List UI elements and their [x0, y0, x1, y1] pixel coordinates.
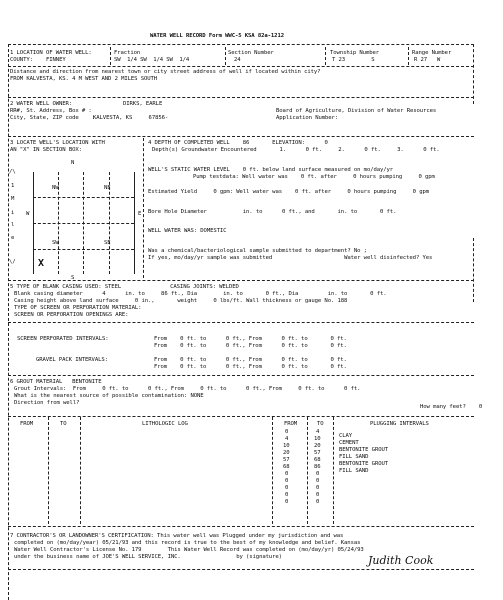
plug-to-cell: 0: [316, 485, 320, 491]
range-label: Range Number: [412, 50, 452, 56]
screen-open-line: SCREEN OR PERFORATION OPENINGS ARE:: [14, 312, 129, 318]
how-many-feet: How many feet? 0: [420, 404, 483, 410]
rule-locate-right: [143, 138, 144, 278]
plug-to-cell: 86: [314, 464, 321, 470]
x-mark: X: [38, 258, 44, 269]
rule-section-number: [225, 47, 226, 65]
city-value: KALVESTA, KS 67856-: [93, 115, 169, 121]
rule-range: [408, 47, 409, 65]
casing-diameter-line: Blank casing diameter 4 in. to 86 ft., Dia in. to 0 ft., Dia in. to 0 ft.: [14, 291, 387, 297]
casing-height-line: Casing height above land surface 0 in., weight 0 lbs/ft. Wall thickness or gauge No. 188: [14, 298, 348, 304]
signature: Judith Cook: [368, 554, 434, 567]
plug-from-cell: 20: [283, 450, 290, 456]
fraction-value: SW 1/4 SW 1/4 SW 1/4: [114, 57, 190, 63]
log-col-1: [48, 417, 49, 524]
lithologic-label: LITHOLOGIC LOG: [142, 421, 188, 427]
rule-right-1: [473, 44, 474, 104]
rule-top: [8, 44, 474, 45]
location-section-label: 1 LOCATION OF WATER WELL:: [10, 50, 92, 56]
owner-label: 2 WATER WELL OWNER:: [10, 101, 73, 107]
plug-to-cell: 68: [314, 457, 321, 463]
plug-from-cell: 68: [283, 464, 290, 470]
rule-bottom: [8, 569, 474, 570]
plug-to-cell: 0: [316, 471, 320, 477]
bore-line: Bore Hole Diameter in. to 0 ft., and in. to 0 ft.: [148, 209, 397, 215]
groundwater-line: Depth(s) Groundwater Encountered 1. 0 ft. 2. 0 ft. 3. 0 ft.: [152, 147, 440, 153]
township-value: T 23 S: [332, 57, 375, 63]
plug-to-cell: 0: [316, 492, 320, 498]
box-mid-h: [33, 223, 134, 224]
section-number-label: Section Number: [228, 50, 274, 56]
rule-5a: [8, 322, 474, 323]
locate-label-1: 3 LOCATE WELL'S LOCATION WITH: [10, 140, 105, 146]
range-value: R 27 W: [414, 57, 441, 63]
application-number: Application Number:: [276, 115, 339, 121]
plug-from-cell: 0: [285, 492, 289, 498]
plug-from-cell: 0: [285, 478, 289, 484]
city-label: City, State, ZIP code :: [10, 115, 95, 121]
owner-value: DIRKS, EARLE: [123, 101, 163, 107]
distance-label: Distance and direction from nearest town or city street address of well if located within city?: [10, 69, 321, 75]
locate-label-2: AN "X" IN SECTION BOX:: [10, 147, 82, 153]
township-label: Township Number: [330, 50, 380, 56]
mile-l: l: [11, 222, 15, 228]
plug-to-cell: 4: [316, 429, 320, 435]
rule-fraction: [110, 47, 111, 65]
plug-material-cell: FILL SAND: [339, 468, 369, 474]
plug-to-cell: 0: [316, 478, 320, 484]
west-label: W: [26, 211, 30, 217]
rule-6: [8, 375, 474, 376]
interval-row-3: From 0 ft. to 0 ft., From 0 ft. to 0 ft.: [154, 357, 347, 363]
plug-from-cell: 0: [285, 429, 289, 435]
well-water-line: WELL WATER WAS: DOMESTIC: [148, 228, 227, 234]
gravel-intervals-label: GRAVEL PACK INTERVALS:: [36, 357, 108, 363]
quad-ne: NE: [104, 185, 111, 191]
log-col-3: [272, 417, 273, 524]
plug-material-cell: BENTONITE GROUT: [339, 461, 389, 467]
plug-from-cell: 4: [285, 436, 289, 442]
rule-right-2: [473, 238, 474, 302]
plug-material-cell: CLAY: [339, 433, 353, 439]
certification-line-2: completed on (mo/day/year) 05/21/93 and this record is true to the best of my knowledge and belief. Kansas: [14, 540, 361, 546]
static-line: WELL'S STATIC WATER LEVEL 0 ft. below land surface measured on mo/day/yr: [148, 167, 394, 173]
log-from-label: FROM: [20, 421, 34, 427]
plugging-intervals-label: PLUGGING INTERVALS: [370, 421, 429, 427]
pump-line: Pump testdata: Well water was 0 ft. after 0 hours pumping 0 gpm: [193, 174, 435, 180]
mile-e: e: [11, 235, 15, 241]
rule-1a: [8, 66, 474, 67]
log-col-2: [80, 417, 81, 524]
grout-intervals-line: Grout Intervals: From 0 ft. to 0 ft., From 0 ft. to 0 ft., From 0 ft. to 0 ft.: [14, 386, 361, 392]
east-label: E: [138, 211, 142, 217]
county-value: FINNEY: [46, 57, 66, 63]
screen-intervals-label: SCREEN PERFORATED INTERVALS:: [17, 336, 109, 342]
casing-type-line: 5 TYPE OF BLANK CASING USED: STEEL CASING JOINTS: WELDED: [10, 284, 239, 290]
rule-7: [8, 526, 474, 527]
plug-to-cell: 0: [316, 499, 320, 505]
county-label: COUNTY:: [10, 57, 33, 63]
direction-line: Direction from well?: [14, 400, 80, 406]
plug-to-cell: 10: [314, 436, 321, 442]
contamination-line: What is the nearest source of possible contamination: NONE: [14, 393, 204, 399]
if-yes-line: If yes, mo/day/yr sample was submitted Water well disinfected? Yes: [148, 255, 433, 261]
south-label: S: [71, 275, 75, 281]
plug-from-label: FROM: [284, 421, 298, 427]
grout-material-line: 6 GROUT MATERIAL BENTONITE: [10, 379, 102, 385]
screen-type-line: TYPE OF SCREEN OR PERFORATION MATERIAL:: [14, 305, 142, 311]
distance-value: FROM KALVESTA, KS. 4 M WEST AND 2 MILES SOUTH: [10, 76, 158, 82]
certification-line-4: under the business name of JOE'S WELL SERVICE, INC. by (signature): [14, 554, 282, 560]
plug-from-cell: 0: [285, 485, 289, 491]
certification-line-3: Water Well Contractor's License No. 179 This Water Well Record was completed on (mo/day/yr) 05/24/93: [14, 547, 364, 553]
log-to-label: TO: [60, 421, 67, 427]
interval-row-2: From 0 ft. to 0 ft., From 0 ft. to 0 ft.: [154, 343, 347, 349]
rule-log: [8, 416, 474, 417]
arrow-up: /\: [9, 169, 16, 175]
mile-i: i: [11, 210, 15, 216]
plug-to-label: TO: [317, 421, 324, 427]
arrow-down: \/: [9, 259, 16, 265]
interval-row-1: From 0 ft. to 0 ft., From 0 ft. to 0 ft.: [154, 336, 347, 342]
certification-line-1: 7 CONTRACTOR'S OR LANDOWNER'S CERTIFICATION: This water well was Plugged under my jurisdiction and was: [10, 533, 344, 539]
plug-from-cell: 0: [285, 471, 289, 477]
rule-2: [8, 97, 474, 98]
form-title: WATER WELL RECORD Form WWC-5 KSA 82a-1212: [150, 33, 284, 39]
plug-to-cell: 57: [314, 450, 321, 456]
plug-from-cell: 10: [283, 443, 290, 449]
plug-from-cell: 0: [285, 499, 289, 505]
plug-material-cell: FILL SAND: [339, 454, 369, 460]
box-q3-h: [33, 249, 134, 250]
plug-material-cell: CEMENT: [339, 440, 359, 446]
mile-1: 1: [11, 183, 15, 189]
board-text: Board of Agriculture, Division of Water Resources: [276, 108, 437, 114]
plug-from-cell: 57: [283, 457, 290, 463]
estimated-line: Estimated Yield 0 gpm: Well water was 0 ft. after 0 hours pumping 0 gpm: [148, 189, 430, 195]
chemical-line: Was a chemical/bacteriological sample submitted to department? No ;: [148, 248, 367, 254]
rr-label: RR#, St. Address, Box # :: [10, 108, 92, 114]
north-label: N: [71, 160, 75, 166]
section-number-value: 24: [234, 57, 241, 63]
mile-m: M: [11, 196, 15, 202]
rule-township: [325, 47, 326, 65]
quad-sw: SW: [52, 240, 59, 246]
rule-3: [8, 136, 474, 137]
interval-row-4: From 0 ft. to 0 ft., From 0 ft. to 0 ft.: [154, 364, 347, 370]
log-col-5: [333, 417, 334, 524]
quad-se: SE: [104, 240, 111, 246]
fraction-label: Fraction: [114, 50, 141, 56]
plug-material-cell: BENTONITE GROUT: [339, 447, 389, 453]
box-q1-h: [33, 197, 134, 198]
depth-line: 4 DEPTH OF COMPLETED WELL 86 ELEVATION: 0: [148, 140, 328, 146]
quad-nw: NW: [52, 185, 59, 191]
plug-to-cell: 20: [314, 443, 321, 449]
box-right: [134, 172, 135, 274]
rule-5: [8, 280, 474, 281]
log-col-4: [307, 417, 308, 524]
